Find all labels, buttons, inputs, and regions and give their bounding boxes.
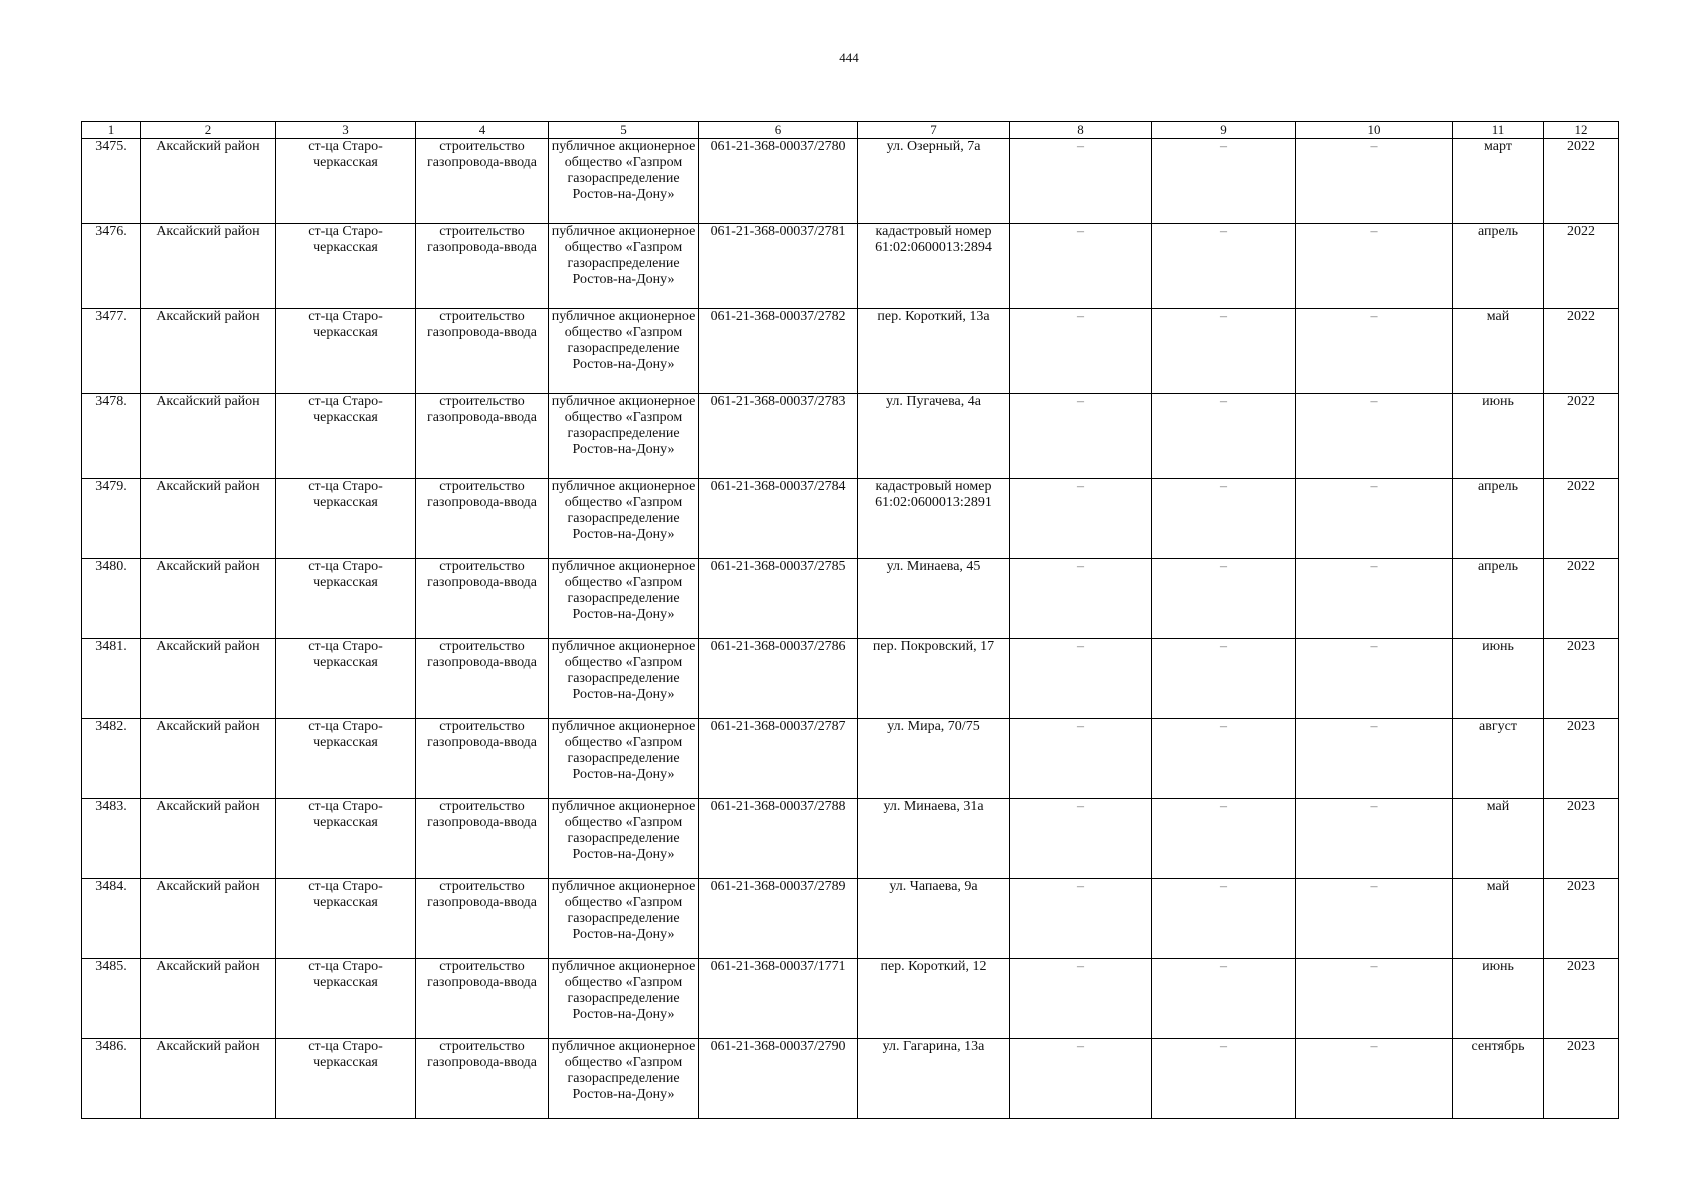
column-9-cell: – bbox=[1152, 719, 1296, 799]
column-9-cell: – bbox=[1152, 959, 1296, 1039]
table-row bbox=[82, 394, 1619, 479]
column-header: 3 bbox=[276, 122, 416, 139]
table-row bbox=[82, 224, 1619, 309]
year-cell: 2022 bbox=[1544, 559, 1619, 639]
locality-cell: ст-ца Старо-черкасская bbox=[276, 394, 416, 479]
district-cell: Аксайский район bbox=[141, 139, 276, 224]
work-type-cell: строительство газопровода-ввода bbox=[416, 1039, 549, 1119]
organization-cell: публичное акционерное общество «Газпром газораспределение Ростов-на-Дону» bbox=[549, 559, 699, 639]
organization-cell: публичное акционерное общество «Газпром газораспределение Ростов-на-Дону» bbox=[549, 479, 699, 559]
year-cell: 2023 bbox=[1544, 799, 1619, 879]
month-cell: июнь bbox=[1453, 394, 1544, 479]
address-cell: ул. Чапаева, 9а bbox=[858, 879, 1010, 959]
work-type-cell: строительство газопровода-ввода bbox=[416, 959, 549, 1039]
column-10-cell: – bbox=[1296, 959, 1453, 1039]
year-cell: 2023 bbox=[1544, 719, 1619, 799]
organization-cell: публичное акционерное общество «Газпром газораспределение Ростов-на-Дону» bbox=[549, 139, 699, 224]
column-header: 10 bbox=[1296, 122, 1453, 139]
locality-cell: ст-ца Старо-черкасская bbox=[276, 959, 416, 1039]
district-cell: Аксайский район bbox=[141, 1039, 276, 1119]
month-cell: май bbox=[1453, 309, 1544, 394]
year-cell: 2023 bbox=[1544, 1039, 1619, 1119]
row-number: 3475. bbox=[82, 139, 141, 224]
row-number: 3484. bbox=[82, 879, 141, 959]
year-cell: 2022 bbox=[1544, 224, 1619, 309]
column-9-cell: – bbox=[1152, 309, 1296, 394]
district-cell: Аксайский район bbox=[141, 309, 276, 394]
work-type-cell: строительство газопровода-ввода bbox=[416, 224, 549, 309]
month-cell: апрель bbox=[1453, 559, 1544, 639]
organization-cell: публичное акционерное общество «Газпром газораспределение Ростов-на-Дону» bbox=[549, 719, 699, 799]
registration-number-cell: 061-21-368-00037/1771 bbox=[699, 959, 858, 1039]
locality-cell: ст-ца Старо-черкасская bbox=[276, 879, 416, 959]
registration-number-cell: 061-21-368-00037/2786 bbox=[699, 639, 858, 719]
locality-cell: ст-ца Старо-черкасская bbox=[276, 719, 416, 799]
column-8-cell: – bbox=[1010, 224, 1152, 309]
registration-number-cell: 061-21-368-00037/2785 bbox=[699, 559, 858, 639]
address-cell: ул. Мира, 70/75 bbox=[858, 719, 1010, 799]
work-type-cell: строительство газопровода-ввода bbox=[416, 879, 549, 959]
month-cell: апрель bbox=[1453, 479, 1544, 559]
registration-number-cell: 061-21-368-00037/2788 bbox=[699, 799, 858, 879]
address-cell: пер. Покровский, 17 bbox=[858, 639, 1010, 719]
month-cell: сентябрь bbox=[1453, 1039, 1544, 1119]
column-9-cell: – bbox=[1152, 224, 1296, 309]
registration-number-cell: 061-21-368-00037/2790 bbox=[699, 1039, 858, 1119]
table-row bbox=[82, 479, 1619, 559]
registration-number-cell: 061-21-368-00037/2780 bbox=[699, 139, 858, 224]
table-row bbox=[82, 959, 1619, 1039]
year-cell: 2023 bbox=[1544, 879, 1619, 959]
column-10-cell: – bbox=[1296, 719, 1453, 799]
column-10-cell: – bbox=[1296, 559, 1453, 639]
table-row bbox=[82, 799, 1619, 879]
district-cell: Аксайский район bbox=[141, 394, 276, 479]
month-cell: июнь bbox=[1453, 639, 1544, 719]
work-type-cell: строительство газопровода-ввода bbox=[416, 799, 549, 879]
locality-cell: ст-ца Старо-черкасская bbox=[276, 799, 416, 879]
column-10-cell: – bbox=[1296, 394, 1453, 479]
row-number: 3476. bbox=[82, 224, 141, 309]
header-row bbox=[82, 122, 1619, 139]
row-number: 3479. bbox=[82, 479, 141, 559]
address-cell: ул. Минаева, 31а bbox=[858, 799, 1010, 879]
district-cell: Аксайский район bbox=[141, 719, 276, 799]
table-body bbox=[82, 139, 1619, 1119]
column-header: 7 bbox=[858, 122, 1010, 139]
column-8-cell: – bbox=[1010, 559, 1152, 639]
year-cell: 2023 bbox=[1544, 959, 1619, 1039]
column-8-cell: – bbox=[1010, 719, 1152, 799]
table-row bbox=[82, 1039, 1619, 1119]
locality-cell: ст-ца Старо-черкасская bbox=[276, 224, 416, 309]
registration-number-cell: 061-21-368-00037/2782 bbox=[699, 309, 858, 394]
table-row bbox=[82, 559, 1619, 639]
organization-cell: публичное акционерное общество «Газпром газораспределение Ростов-на-Дону» bbox=[549, 394, 699, 479]
column-10-cell: – bbox=[1296, 1039, 1453, 1119]
row-number: 3478. bbox=[82, 394, 141, 479]
registration-number-cell: 061-21-368-00037/2783 bbox=[699, 394, 858, 479]
column-header: 1 bbox=[82, 122, 141, 139]
year-cell: 2022 bbox=[1544, 309, 1619, 394]
column-9-cell: – bbox=[1152, 139, 1296, 224]
district-cell: Аксайский район bbox=[141, 479, 276, 559]
work-type-cell: строительство газопровода-ввода bbox=[416, 394, 549, 479]
month-cell: май bbox=[1453, 879, 1544, 959]
table-row bbox=[82, 879, 1619, 959]
column-10-cell: – bbox=[1296, 479, 1453, 559]
organization-cell: публичное акционерное общество «Газпром газораспределение Ростов-на-Дону» bbox=[549, 879, 699, 959]
address-cell: ул. Минаева, 45 bbox=[858, 559, 1010, 639]
district-cell: Аксайский район bbox=[141, 879, 276, 959]
column-header: 4 bbox=[416, 122, 549, 139]
registration-number-cell: 061-21-368-00037/2789 bbox=[699, 879, 858, 959]
month-cell: март bbox=[1453, 139, 1544, 224]
row-number: 3480. bbox=[82, 559, 141, 639]
table-row bbox=[82, 309, 1619, 394]
column-8-cell: – bbox=[1010, 959, 1152, 1039]
work-type-cell: строительство газопровода-ввода bbox=[416, 559, 549, 639]
locality-cell: ст-ца Старо-черкасская bbox=[276, 139, 416, 224]
registration-number-cell: 061-21-368-00037/2781 bbox=[699, 224, 858, 309]
column-header: 11 bbox=[1453, 122, 1544, 139]
column-8-cell: – bbox=[1010, 394, 1152, 479]
district-cell: Аксайский район bbox=[141, 559, 276, 639]
address-cell: пер. Короткий, 13а bbox=[858, 309, 1010, 394]
column-header: 2 bbox=[141, 122, 276, 139]
year-cell: 2022 bbox=[1544, 139, 1619, 224]
column-header: 5 bbox=[549, 122, 699, 139]
registration-number-cell: 061-21-368-00037/2784 bbox=[699, 479, 858, 559]
district-cell: Аксайский район bbox=[141, 799, 276, 879]
work-type-cell: строительство газопровода-ввода bbox=[416, 309, 549, 394]
column-10-cell: – bbox=[1296, 799, 1453, 879]
column-10-cell: – bbox=[1296, 309, 1453, 394]
registration-number-cell: 061-21-368-00037/2787 bbox=[699, 719, 858, 799]
table-row bbox=[82, 639, 1619, 719]
column-9-cell: – bbox=[1152, 479, 1296, 559]
column-header: 9 bbox=[1152, 122, 1296, 139]
column-8-cell: – bbox=[1010, 879, 1152, 959]
column-8-cell: – bbox=[1010, 139, 1152, 224]
work-type-cell: строительство газопровода-ввода bbox=[416, 139, 549, 224]
column-8-cell: – bbox=[1010, 309, 1152, 394]
column-8-cell: – bbox=[1010, 799, 1152, 879]
registry-table bbox=[81, 121, 1619, 1119]
month-cell: апрель bbox=[1453, 224, 1544, 309]
district-cell: Аксайский район bbox=[141, 224, 276, 309]
district-cell: Аксайский район bbox=[141, 959, 276, 1039]
row-number: 3477. bbox=[82, 309, 141, 394]
table-row bbox=[82, 139, 1619, 224]
organization-cell: публичное акционерное общество «Газпром газораспределение Ростов-на-Дону» bbox=[549, 309, 699, 394]
column-8-cell: – bbox=[1010, 479, 1152, 559]
year-cell: 2022 bbox=[1544, 479, 1619, 559]
year-cell: 2023 bbox=[1544, 639, 1619, 719]
work-type-cell: строительство газопровода-ввода bbox=[416, 719, 549, 799]
column-8-cell: – bbox=[1010, 1039, 1152, 1119]
organization-cell: публичное акционерное общество «Газпром газораспределение Ростов-на-Дону» bbox=[549, 1039, 699, 1119]
locality-cell: ст-ца Старо-черкасская bbox=[276, 1039, 416, 1119]
address-cell: ул. Пугачева, 4а bbox=[858, 394, 1010, 479]
table-row bbox=[82, 719, 1619, 799]
organization-cell: публичное акционерное общество «Газпром газораспределение Ростов-на-Дону» bbox=[549, 799, 699, 879]
column-header: 12 bbox=[1544, 122, 1619, 139]
organization-cell: публичное акционерное общество «Газпром газораспределение Ростов-на-Дону» bbox=[549, 639, 699, 719]
address-cell: кадастровый номер 61:02:0600013:2891 bbox=[858, 479, 1010, 559]
column-9-cell: – bbox=[1152, 559, 1296, 639]
organization-cell: публичное акционерное общество «Газпром газораспределение Ростов-на-Дону» bbox=[549, 224, 699, 309]
locality-cell: ст-ца Старо-черкасская bbox=[276, 639, 416, 719]
column-9-cell: – bbox=[1152, 799, 1296, 879]
column-9-cell: – bbox=[1152, 394, 1296, 479]
column-8-cell: – bbox=[1010, 639, 1152, 719]
month-cell: август bbox=[1453, 719, 1544, 799]
row-number: 3482. bbox=[82, 719, 141, 799]
year-cell: 2022 bbox=[1544, 394, 1619, 479]
locality-cell: ст-ца Старо-черкасская bbox=[276, 479, 416, 559]
organization-cell: публичное акционерное общество «Газпром газораспределение Ростов-на-Дону» bbox=[549, 959, 699, 1039]
column-10-cell: – bbox=[1296, 139, 1453, 224]
address-cell: кадастровый номер 61:02:0600013:2894 bbox=[858, 224, 1010, 309]
district-cell: Аксайский район bbox=[141, 639, 276, 719]
column-9-cell: – bbox=[1152, 1039, 1296, 1119]
column-9-cell: – bbox=[1152, 639, 1296, 719]
address-cell: ул. Гагарина, 13а bbox=[858, 1039, 1010, 1119]
address-cell: ул. Озерный, 7а bbox=[858, 139, 1010, 224]
row-number: 3481. bbox=[82, 639, 141, 719]
address-cell: пер. Короткий, 12 bbox=[858, 959, 1010, 1039]
page-number: 444 bbox=[839, 50, 859, 65]
work-type-cell: строительство газопровода-ввода bbox=[416, 479, 549, 559]
work-type-cell: строительство газопровода-ввода bbox=[416, 639, 549, 719]
column-header: 6 bbox=[699, 122, 858, 139]
locality-cell: ст-ца Старо-черкасская bbox=[276, 559, 416, 639]
row-number: 3486. bbox=[82, 1039, 141, 1119]
column-10-cell: – bbox=[1296, 639, 1453, 719]
month-cell: май bbox=[1453, 799, 1544, 879]
column-9-cell: – bbox=[1152, 879, 1296, 959]
column-10-cell: – bbox=[1296, 879, 1453, 959]
row-number: 3485. bbox=[82, 959, 141, 1039]
row-number: 3483. bbox=[82, 799, 141, 879]
locality-cell: ст-ца Старо-черкасская bbox=[276, 309, 416, 394]
table-header bbox=[82, 122, 1619, 139]
column-10-cell: – bbox=[1296, 224, 1453, 309]
month-cell: июнь bbox=[1453, 959, 1544, 1039]
column-header: 8 bbox=[1010, 122, 1152, 139]
